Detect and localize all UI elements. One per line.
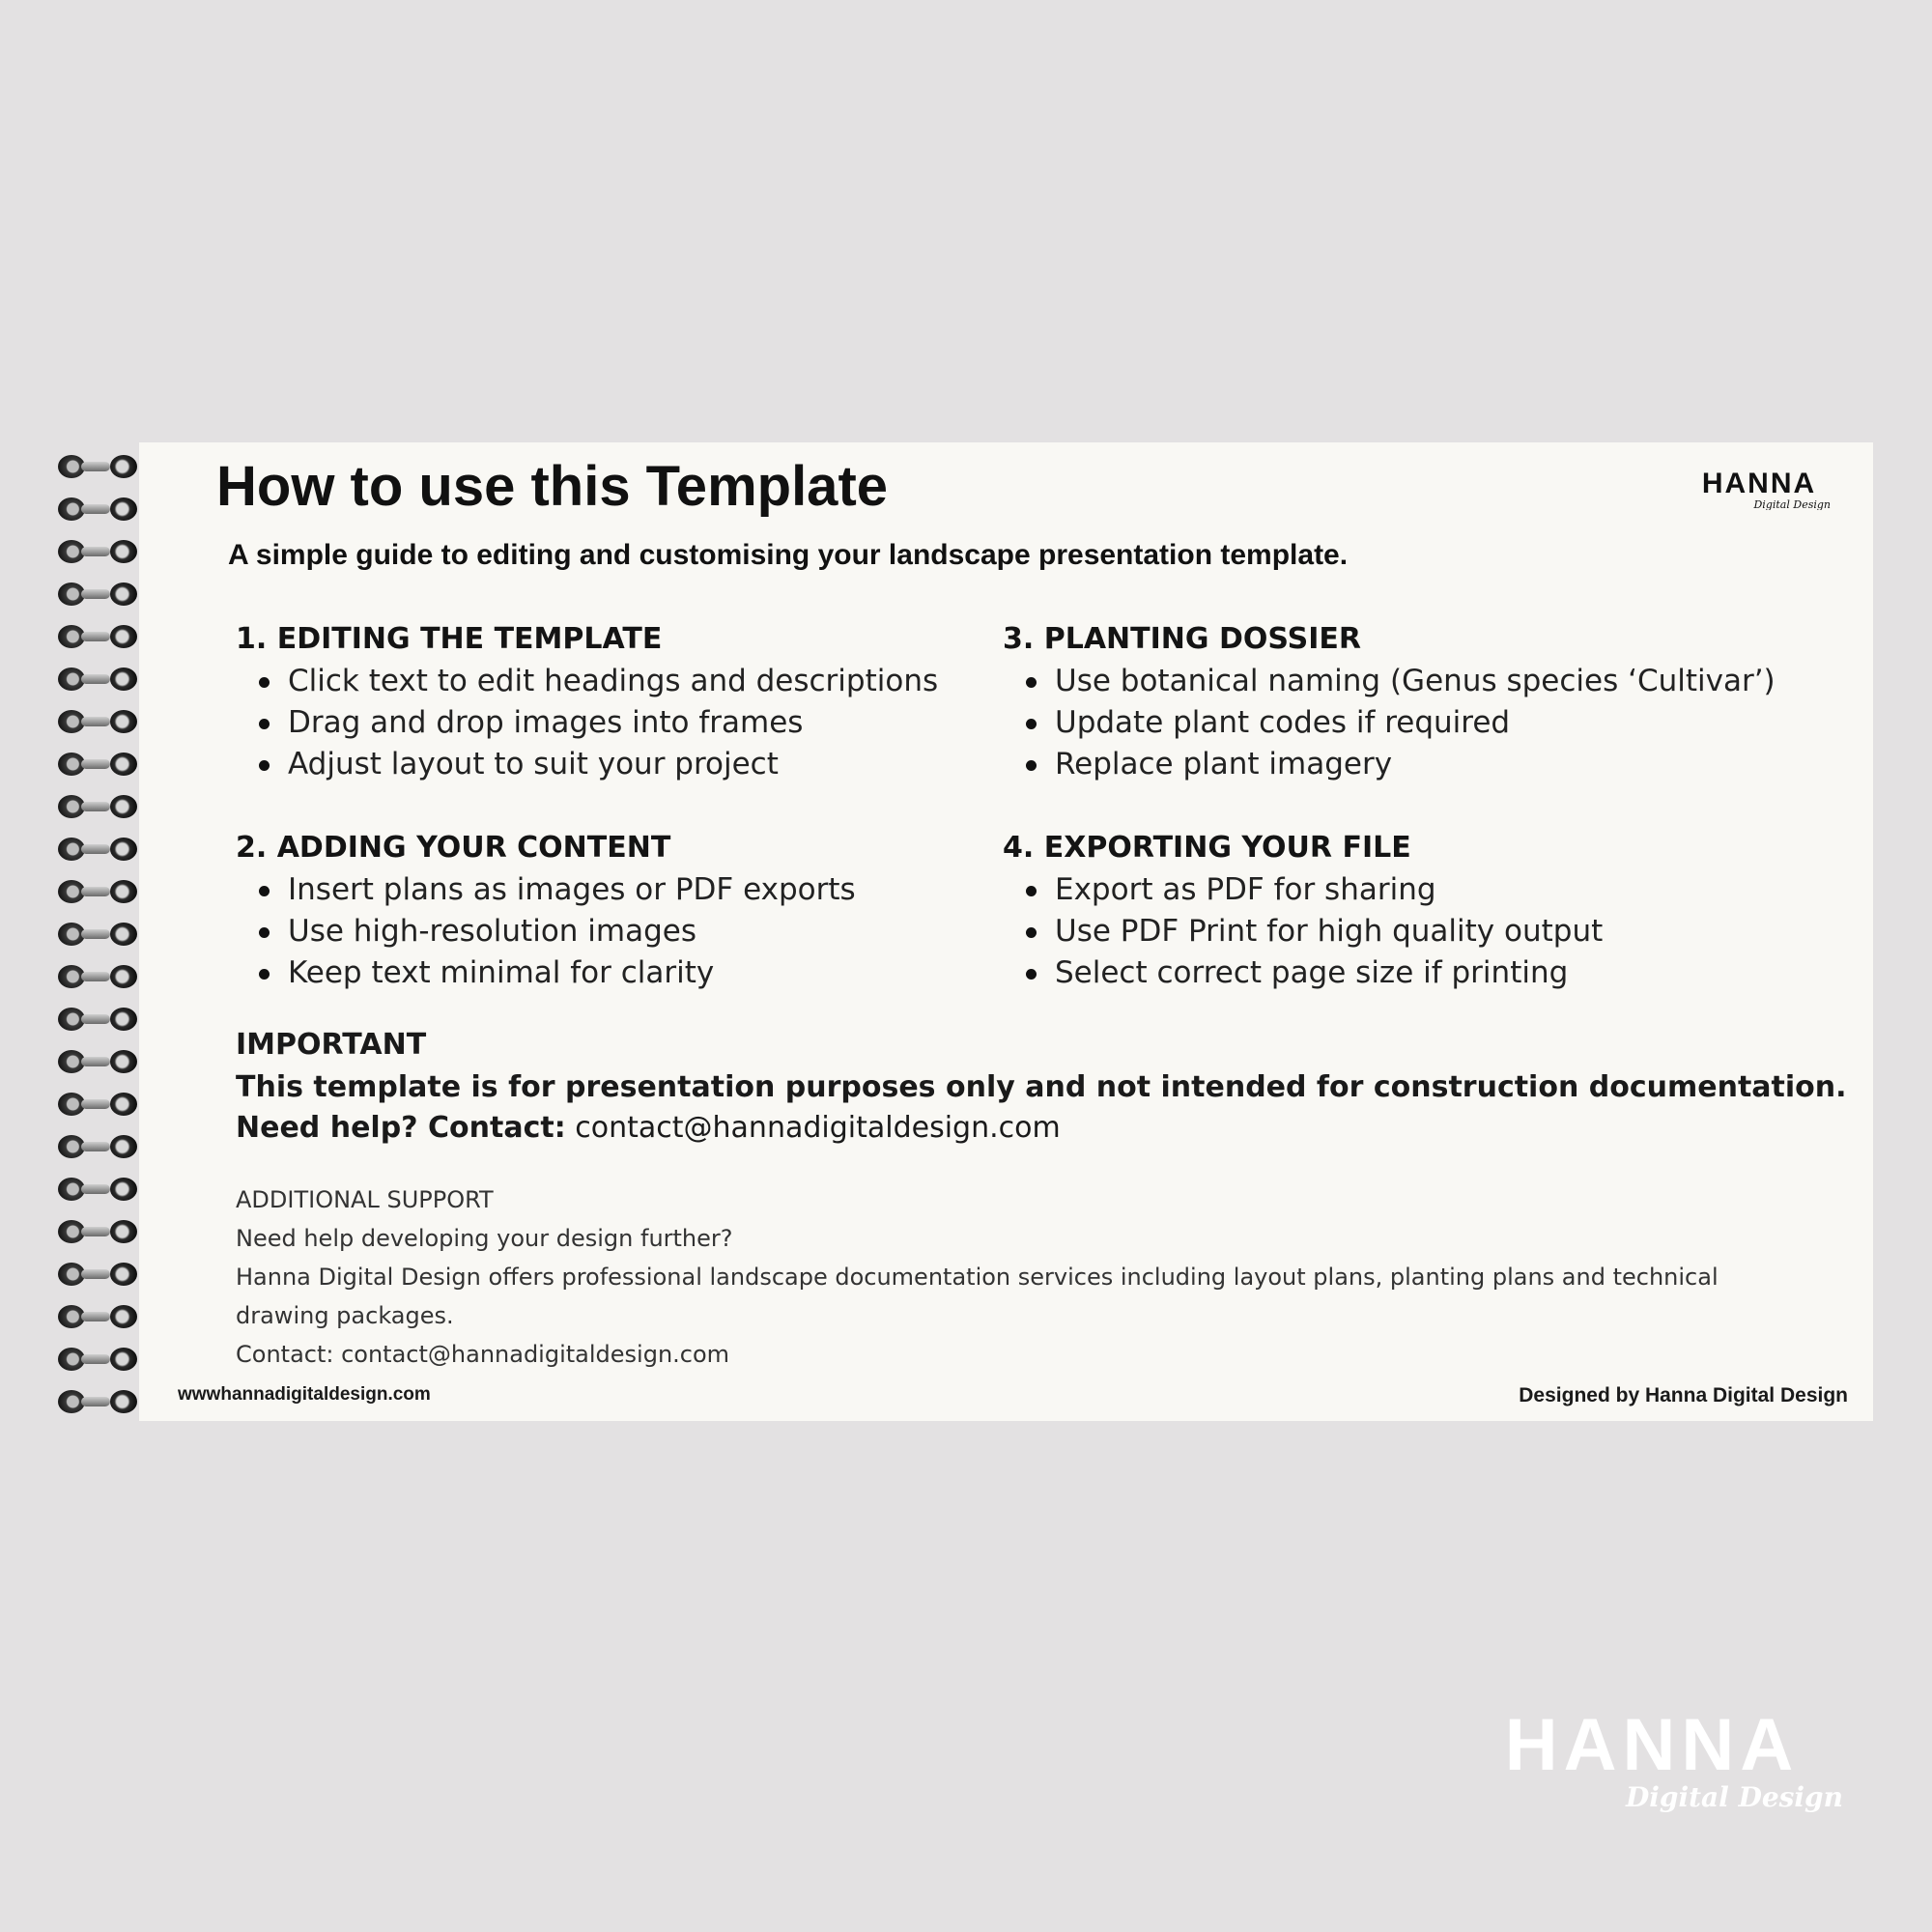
- list-item: Select correct page size if printing: [1003, 952, 1603, 994]
- list-item: Keep text minimal for clarity: [236, 952, 856, 994]
- logo-big-tagline: Digital Design: [1625, 1781, 1843, 1813]
- binding-ring: [56, 1387, 139, 1416]
- binding-ring: [56, 1175, 139, 1204]
- list-item: Use botanical naming (Genus species ‘Cultivar’): [1003, 661, 1776, 702]
- section-list-planting: [1003, 661, 1776, 785]
- binding-ring: [56, 792, 139, 821]
- list-item: Update plant codes if required: [1003, 702, 1776, 744]
- section-list-editing: [236, 661, 938, 785]
- binding-ring: [56, 452, 139, 481]
- important-heading: IMPORTANT: [236, 1028, 427, 1062]
- binding-ring: [56, 962, 139, 991]
- list-item: Click text to edit headings and descriptions: [236, 661, 938, 702]
- footer-credit: Designed by Hanna Digital Design: [1519, 1384, 1848, 1406]
- important-notice: This template is for presentation purposes only and not intended for construction documentation.: [236, 1070, 1847, 1104]
- binding-ring: [56, 1217, 139, 1246]
- binding-ring: [56, 707, 139, 736]
- binding-ring: [56, 1302, 139, 1331]
- binding-ring: [56, 835, 139, 864]
- hanna-logo-small: [1682, 466, 1836, 510]
- list-item: Drag and drop images into frames: [236, 702, 938, 744]
- logo-small-name: HANNA: [1701, 468, 1817, 499]
- list-item: Export as PDF for sharing: [1003, 869, 1603, 911]
- hanna-logo-watermark: [1449, 1700, 1855, 1816]
- support-contact: Contact: contact@hannadigitaldesign.com: [236, 1341, 730, 1368]
- section-heading-exporting: 4. EXPORTING YOUR FILE: [1003, 831, 1411, 865]
- binding-ring: [56, 495, 139, 524]
- list-item: Replace plant imagery: [1003, 744, 1776, 785]
- logo-small-tagline: Digital Design: [1753, 498, 1831, 510]
- footer-website: wwwhannadigitaldesign.com: [178, 1384, 431, 1405]
- help-contact: [236, 1111, 1061, 1145]
- binding-ring: [56, 580, 139, 609]
- section-heading-editing: 1. EDITING THE TEMPLATE: [236, 622, 663, 656]
- binding-ring: [56, 877, 139, 906]
- binding-ring: [56, 1047, 139, 1076]
- additional-support: [236, 1180, 1762, 1374]
- section-heading-planting: 3. PLANTING DOSSIER: [1003, 622, 1361, 656]
- logo-big-name: HANNA: [1504, 1704, 1800, 1786]
- binding-ring: [56, 537, 139, 566]
- support-heading: ADDITIONAL SUPPORT: [236, 1186, 494, 1213]
- section-list-content: [236, 869, 856, 994]
- binding-ring: [56, 1132, 139, 1161]
- template-page: [139, 442, 1873, 1421]
- support-line: Need help developing your design further?: [236, 1225, 733, 1252]
- support-line: Hanna Digital Design offers professional landscape documentation services including layout plans, planting plans and technical drawing packages.: [236, 1264, 1719, 1329]
- binding-ring: [56, 1260, 139, 1289]
- binding-ring: [56, 1090, 139, 1119]
- help-email: contact@hannadigitaldesign.com: [575, 1111, 1061, 1145]
- binding-ring: [56, 665, 139, 694]
- binding-ring: [56, 1005, 139, 1034]
- binding-ring: [56, 1345, 139, 1374]
- section-list-exporting: [1003, 869, 1603, 994]
- page-title: How to use this Template: [216, 455, 889, 518]
- list-item: Use high-resolution images: [236, 911, 856, 952]
- list-item: Insert plans as images or PDF exports: [236, 869, 856, 911]
- list-item: Adjust layout to suit your project: [236, 744, 938, 785]
- binding-ring: [56, 750, 139, 779]
- page-subtitle: A simple guide to editing and customising your landscape presentation template.: [228, 539, 1349, 571]
- spiral-binding: [56, 452, 143, 1408]
- binding-ring: [56, 920, 139, 949]
- section-heading-content: 2. ADDING YOUR CONTENT: [236, 831, 671, 865]
- help-label: Need help? Contact:: [236, 1111, 566, 1145]
- list-item: Use PDF Print for high quality output: [1003, 911, 1603, 952]
- binding-ring: [56, 622, 139, 651]
